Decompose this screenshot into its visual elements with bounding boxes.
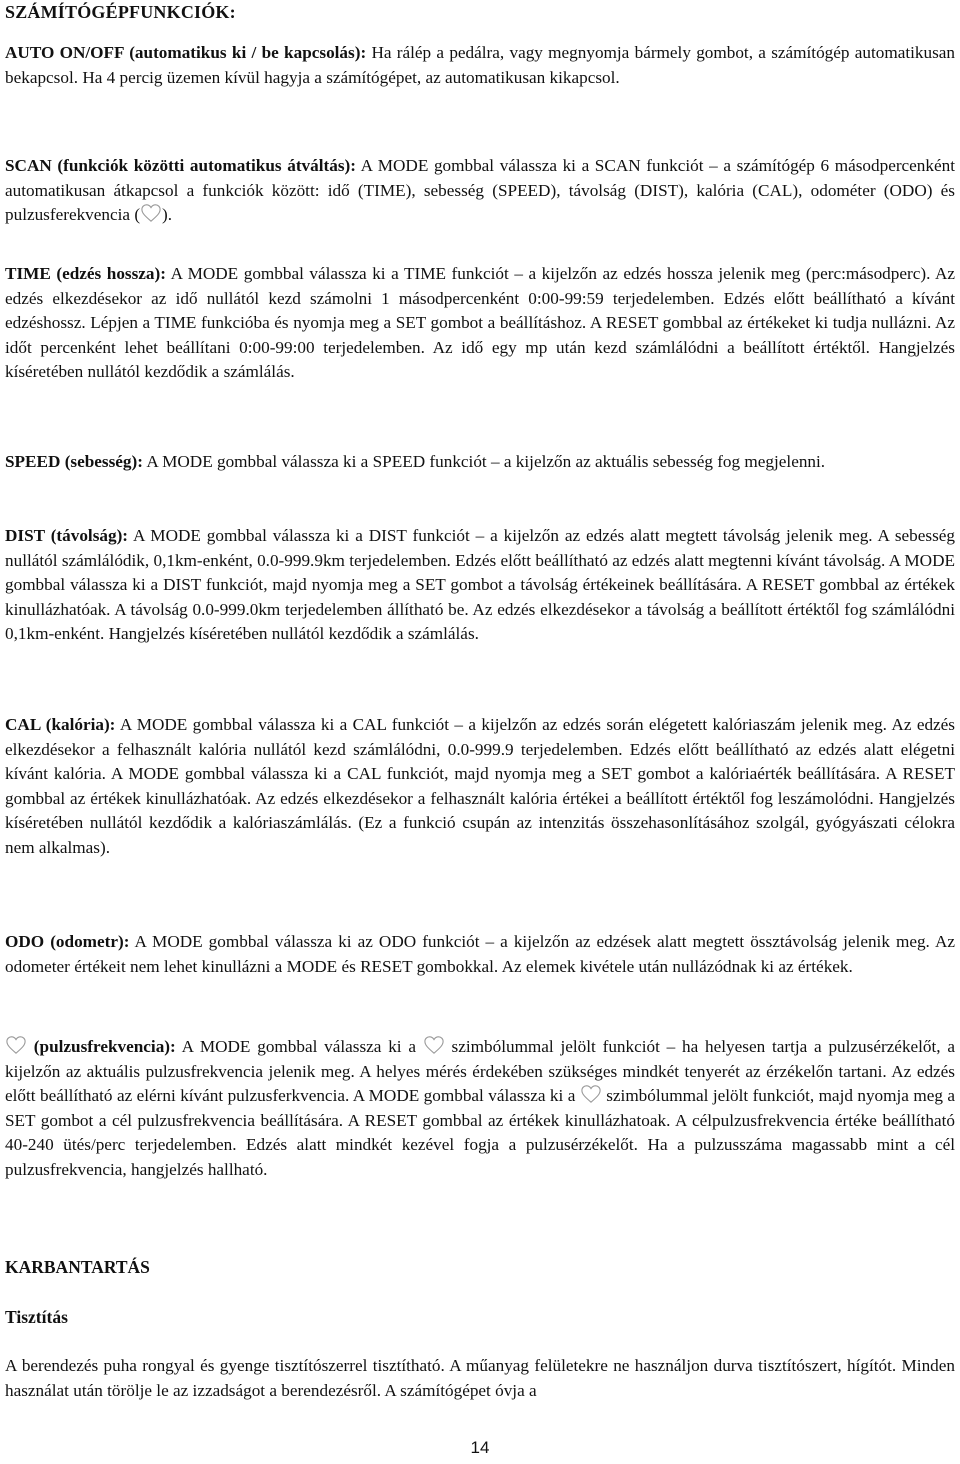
text-scan: A MODE gombbal válassza ki a SCAN funkciót – a számítógép 6 másodpercenként automatikusan átkapcsol a funkciók között: idő (TIME), sebesség (SPEED), távolság (DIST), kalória (CAL), odométer (ODO) és pulzusferekvencia ( (5, 156, 955, 224)
text-speed: A MODE gombbal válassza ki a SPEED funkciót – a kijelzőn az aktuális sebesség fog megjelenni. (142, 452, 826, 471)
text-pulse-2: szimbólummal jelölt funkciót – ha helyesen tartja a pulzusérzékelőt, a kijelzőn az aktuális pulzusfrekvencia jelenik meg. A helyes mérés érdekében szükséges mindkét tenyerét az érzékelőn tartani. Az edzés előtt beállítható az elérni kívánt pulzusferkvencia. A MODE gombbal válassza ki a (5, 1037, 956, 1105)
term-scan: SCAN (funkciók közötti automatikus átváltás): (5, 156, 356, 175)
term-speed: SPEED (sebesség): (5, 452, 143, 471)
term-time: TIME (edzés hossza): (5, 264, 166, 283)
paragraph-scan (5, 154, 955, 228)
term-odo: ODO (odometr): (5, 932, 130, 951)
heart-icon (5, 1035, 27, 1055)
term-auto-onoff: AUTO ON/OFF (automatikus ki / be kapcsolás): (5, 43, 367, 62)
text-odo: A MODE gombbal válassza ki az ODO funkciót – a kijelzőn az edzések alatt megtett össztávolság jelenik meg. Az odometer értékeit nem lehet kinullázni a MODE és RESET gombokkal. Az elemek kivétele után nullázódnak ki az értékek. (5, 932, 955, 976)
term-dist: DIST (távolság): (5, 526, 129, 545)
paragraph-odo (5, 930, 955, 979)
text-pulse-3: szimbólummal jelölt funkciót, majd nyomja meg a SET gombot a cél pulzusfrekvencia beállítására. A RESET gombbal az értékek kinullázhatoak. A célpulzusfrekvencia értéke beállítható 40-240 ütés/perc terjedelemben. Edzés alatt mindkét kezével fogja a pulzusérzékelőt. Ha a pulzusszáma magassabb mint a cél pulzusfrekvencia, hangjelzés hallható. (5, 1086, 955, 1179)
heart-icon (423, 1035, 445, 1055)
heart-icon (580, 1084, 602, 1104)
term-pulse: (pulzusfrekvencia): (33, 1037, 176, 1056)
cleaning-heading: Tisztítás (5, 1307, 68, 1327)
text-scan-tail: ). (162, 205, 173, 224)
text-cal: A MODE gombbal válassza ki a CAL funkciót – a kijelzőn az edzés során elégetett kalóriaszám jelenik meg. Az edzés elkezdésekor a felhasznált kalória nullától kezd számlálódni, 0.0-999.9 terjedelemben. Edzés előtt beállítható az edzés alatt elégetni kívánt kalória. A MODE gombbal válassza ki a CAL funkciót, majd nyomja meg a SET gombot a kalóriaérték beállítására. A RESET gombbal az értékek kinullázhatóak. Az edzés elkezdésekor a felhasznált kalória értékei a beállított értéktől fog leszámolódni. Hangjelzés kíséretében nullától kezdődik a kalóriaszámlálás. (Ez a funkció csupán az intenzitás összehasonlításához szolgál, gyógyászati célokra nem alkalmas). (5, 715, 955, 857)
text-auto-onoff: Ha rálép a pedálra, vagy megnyomja bármely gombot, a számítógép automatikusan bekapcsol. Ha 4 percig üzemen kívül hagyja a számítógépet, az automatikusan kikapcsol. (5, 43, 956, 87)
paragraph-cal (5, 713, 955, 860)
paragraph-cleaning: A berendezés puha rongyal és gyenge tisztítószerrel tisztítható. A műanyag felületekre ne használjon durva tisztítószert, hígítót. Minden használat után törölje le az izzadságot a berendezésről. A számítógépet óvja a (5, 1356, 955, 1400)
term-cal: CAL (kalória): (5, 715, 116, 734)
text-pulse-1: A MODE gombbal válassza ki a (175, 1037, 423, 1056)
paragraph-dist (5, 524, 955, 647)
paragraph-speed (5, 450, 955, 475)
paragraph-auto-onoff (5, 41, 955, 90)
text-dist: A MODE gombbal válassza ki a DIST funkciót – a kijelzőn az edzés alatt megtett távolság jelenik meg. A sebesség nullától számlálódik, 0,1km-enként, 0.0-999.9km terjedelemben. Edzés előtt beállítható az edzés alatt megtenni kívánt távolság. A MODE gombbal válassza ki a DIST funkciót, majd nyomja meg a SET gombot a távolság értékeinek beállítására. A RESET gombbal az értékek kinullázhatóak. A távolság 0.0-999.0km terjedelemben állítható be. Az edzés elkezdésekor a távolság a beállított értéktől fog számlálódni 0,1km-enként. Hangjelzés kíséretében nullától kezdődik a számlálás. (5, 526, 956, 643)
page-number: 14 (470, 1438, 490, 1457)
maintenance-heading: KARBANTARTÁS (5, 1257, 150, 1277)
page-title: SZÁMÍTÓGÉPFUNKCIÓK: (5, 2, 236, 22)
paragraph-time (5, 262, 955, 385)
text-time: A MODE gombbal válassza ki a TIME funkciót – a kijelzőn az edzés hossza jelenik meg (perc:másodperc). Az edzés elkezdésekor az idő nullától kezd számolni 1 másodpercenként 0:00-99:59 terjedelemben. Edzés előtt beállítható a kívánt edzéshossz. Lépjen a TIME funkcióba és nyomja meg a SET gombot a beállításhoz. A RESET gombbal az értékeket ki tudja nullázni. Az időt percenként lehet beállítani 0:00-99:00 terjedelemben. Az idő egy mp után kezd számlálódni a beállított értéktől. Hangjelzés kíséretében nullától kezdődik a számlálás. (5, 264, 956, 381)
paragraph-pulse (5, 1035, 955, 1182)
heart-icon (140, 203, 162, 223)
